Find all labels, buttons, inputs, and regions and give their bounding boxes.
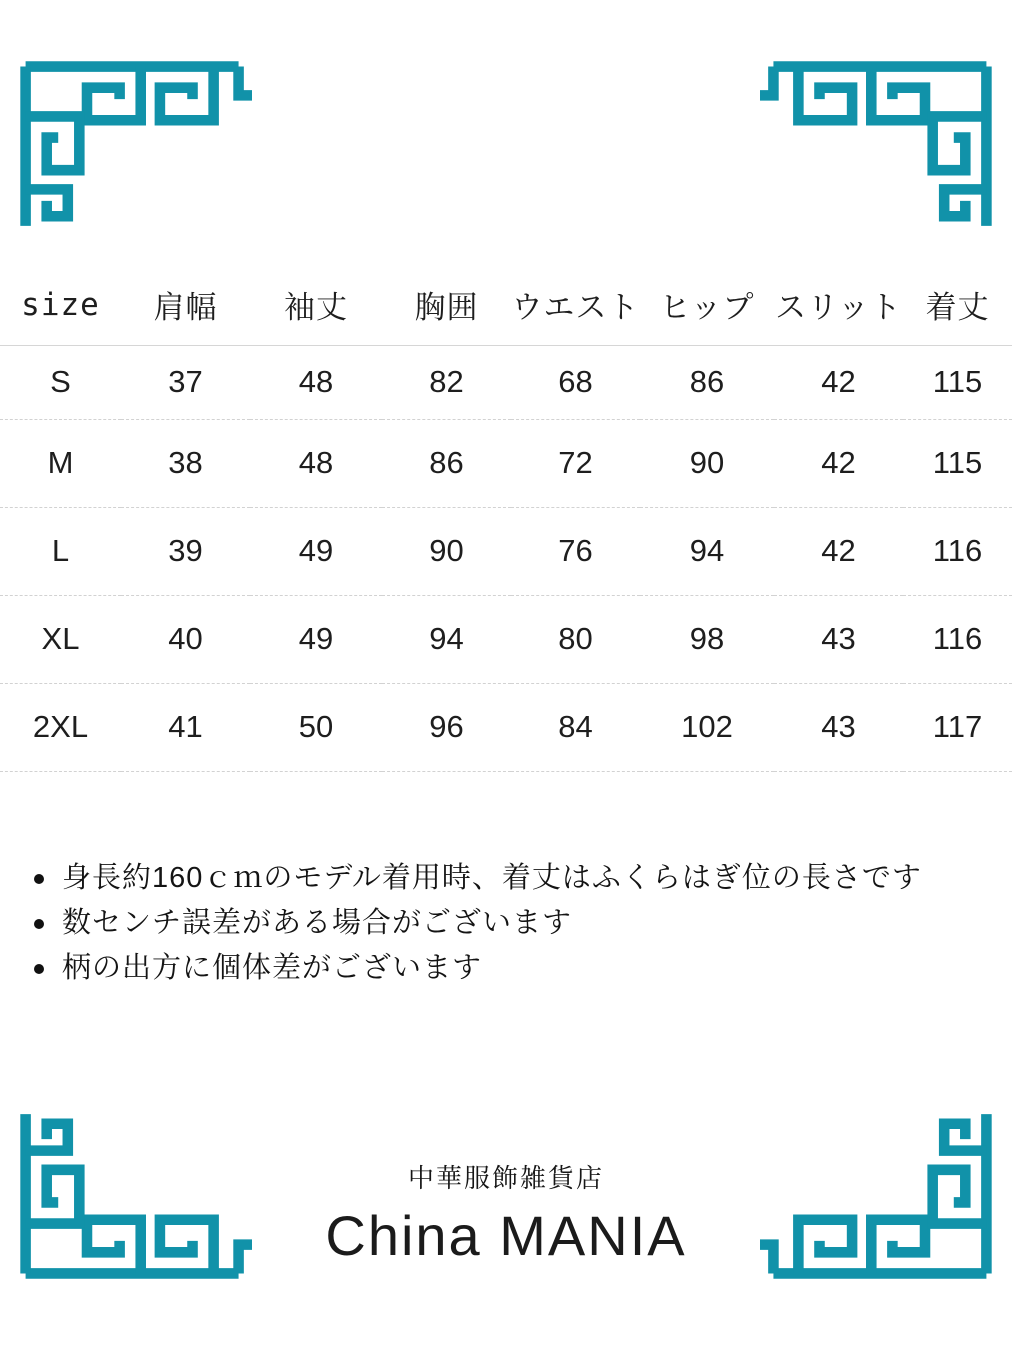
column-header-slit: スリット: [774, 265, 903, 345]
table-cell: 94: [640, 507, 774, 595]
table-cell: 43: [774, 683, 903, 771]
table-cell: 37: [121, 345, 250, 419]
note-text: 柄の出方に個体差がございます: [62, 952, 483, 984]
table-cell: 68: [511, 345, 640, 419]
size-table-row-xl: [0, 595, 1012, 683]
size-table-row-s: [0, 345, 1012, 419]
table-cell: 115: [903, 419, 1012, 507]
table-cell: 43: [774, 595, 903, 683]
note-text: 身長約160ｃｍのモデル着用時、着丈はふくらはぎ位の長さです: [62, 862, 922, 894]
size-label: M: [0, 419, 121, 507]
size-chart-table: [0, 265, 1012, 772]
column-header-hip: ヒップ: [640, 265, 774, 345]
note-item: [34, 856, 992, 901]
table-cell: 42: [774, 345, 903, 419]
table-cell: 38: [121, 419, 250, 507]
size-table-row-l: [0, 507, 1012, 595]
table-cell: 39: [121, 507, 250, 595]
column-header-size: size: [0, 265, 121, 345]
table-cell: 50: [250, 683, 382, 771]
table-cell: 48: [250, 419, 382, 507]
size-label: S: [0, 345, 121, 419]
table-cell: 90: [382, 507, 511, 595]
column-header-sleeve: 袖丈: [250, 265, 382, 345]
table-cell: 49: [250, 595, 382, 683]
brand-name: China MANIA: [325, 1204, 687, 1267]
table-cell: 80: [511, 595, 640, 683]
note-item: [34, 901, 992, 946]
bullet-icon: [34, 874, 44, 884]
table-cell: 42: [774, 507, 903, 595]
fret-corner-top-left-icon: [16, 28, 252, 226]
column-header-shoulder: 肩幅: [121, 265, 250, 345]
table-cell: 49: [250, 507, 382, 595]
table-cell: 86: [382, 419, 511, 507]
fret-corner-top-right-icon: [760, 28, 996, 226]
note-item: [34, 946, 992, 991]
table-cell: 115: [903, 345, 1012, 419]
table-cell: 86: [640, 345, 774, 419]
size-table-row-2xl: [0, 683, 1012, 771]
table-cell: 82: [382, 345, 511, 419]
table-cell: 76: [511, 507, 640, 595]
table-cell: 42: [774, 419, 903, 507]
column-header-chest: 胸囲: [382, 265, 511, 345]
size-table-header-row: [0, 265, 1012, 345]
table-cell: 90: [640, 419, 774, 507]
brand-footer: [0, 1158, 1012, 1268]
store-type-label: 中華服飾雑貨店: [407, 1163, 604, 1193]
notes-list: [34, 856, 992, 991]
column-header-length: 着丈: [903, 265, 1012, 345]
table-cell: 98: [640, 595, 774, 683]
size-table-row-m: [0, 419, 1012, 507]
table-cell: 48: [250, 345, 382, 419]
table-cell: 116: [903, 595, 1012, 683]
column-header-waist: ウエスト: [511, 265, 640, 345]
table-cell: 72: [511, 419, 640, 507]
table-cell: 96: [382, 683, 511, 771]
table-cell: 40: [121, 595, 250, 683]
table-cell: 84: [511, 683, 640, 771]
table-cell: 94: [382, 595, 511, 683]
size-label: 2XL: [0, 683, 121, 771]
note-text: 数センチ誤差がある場合がございます: [62, 907, 573, 939]
size-label: L: [0, 507, 121, 595]
table-cell: 102: [640, 683, 774, 771]
table-cell: 116: [903, 507, 1012, 595]
table-cell: 117: [903, 683, 1012, 771]
bullet-icon: [34, 964, 44, 974]
size-label: XL: [0, 595, 121, 683]
bullet-icon: [34, 919, 44, 929]
table-cell: 41: [121, 683, 250, 771]
